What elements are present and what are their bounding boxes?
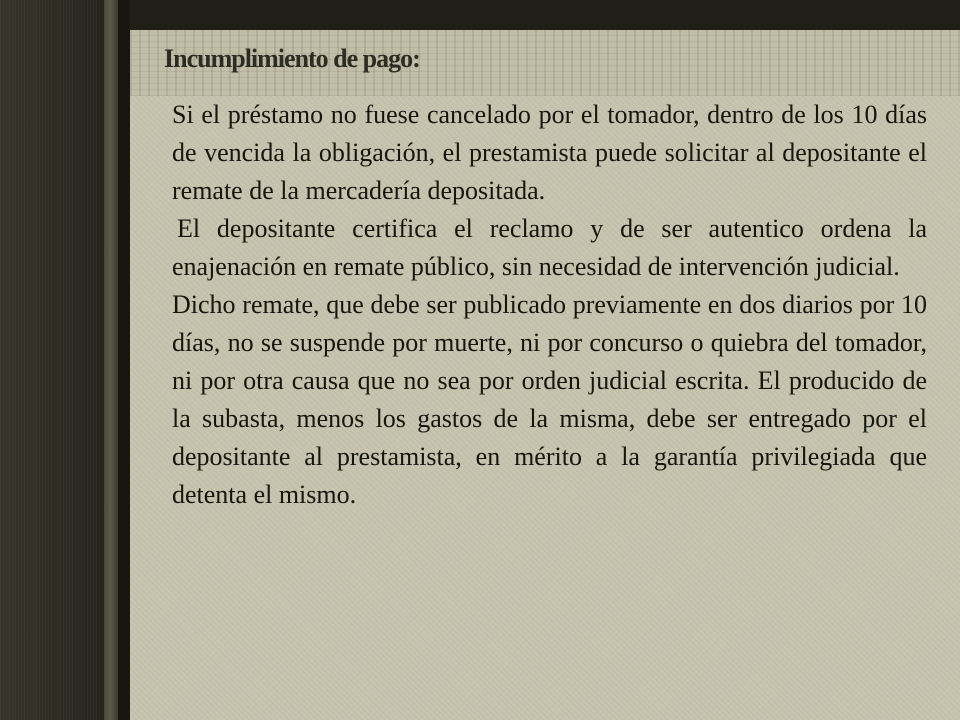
slide-content — [130, 30, 960, 720]
divider-strip — [104, 0, 118, 720]
paragraph-2: El depositante certifica el reclamo y de ser autentico ordena la enajenación en remate público, sin necesidad de intervención judicial. — [172, 214, 927, 281]
paragraph-1: Si el préstamo no fuese cancelado por el tomador, dentro de los 10 días de vencida la obligación, el prestamista puede solicitar al depositante el remate de la mercadería depositada. — [172, 100, 927, 205]
divider-shadow — [118, 0, 130, 720]
slide-body — [172, 96, 927, 514]
heading-band — [130, 30, 960, 96]
slide-title: Incumplimiento de pago: — [164, 44, 420, 73]
left-decorative-band — [0, 0, 104, 720]
top-bar — [130, 0, 960, 30]
paragraph-3: Dicho remate, que debe ser publicado previamente en dos diarios por 10 días, no se suspende por muerte, ni por concurso o quiebra del tomador, ni por otra causa que no sea por orden judicial escrita. El producido de la subasta, menos los gastos de la misma, debe ser entregado por el depositante al prestamista, en mérito a la garantía privilegiada que detenta el mismo. — [172, 290, 927, 509]
